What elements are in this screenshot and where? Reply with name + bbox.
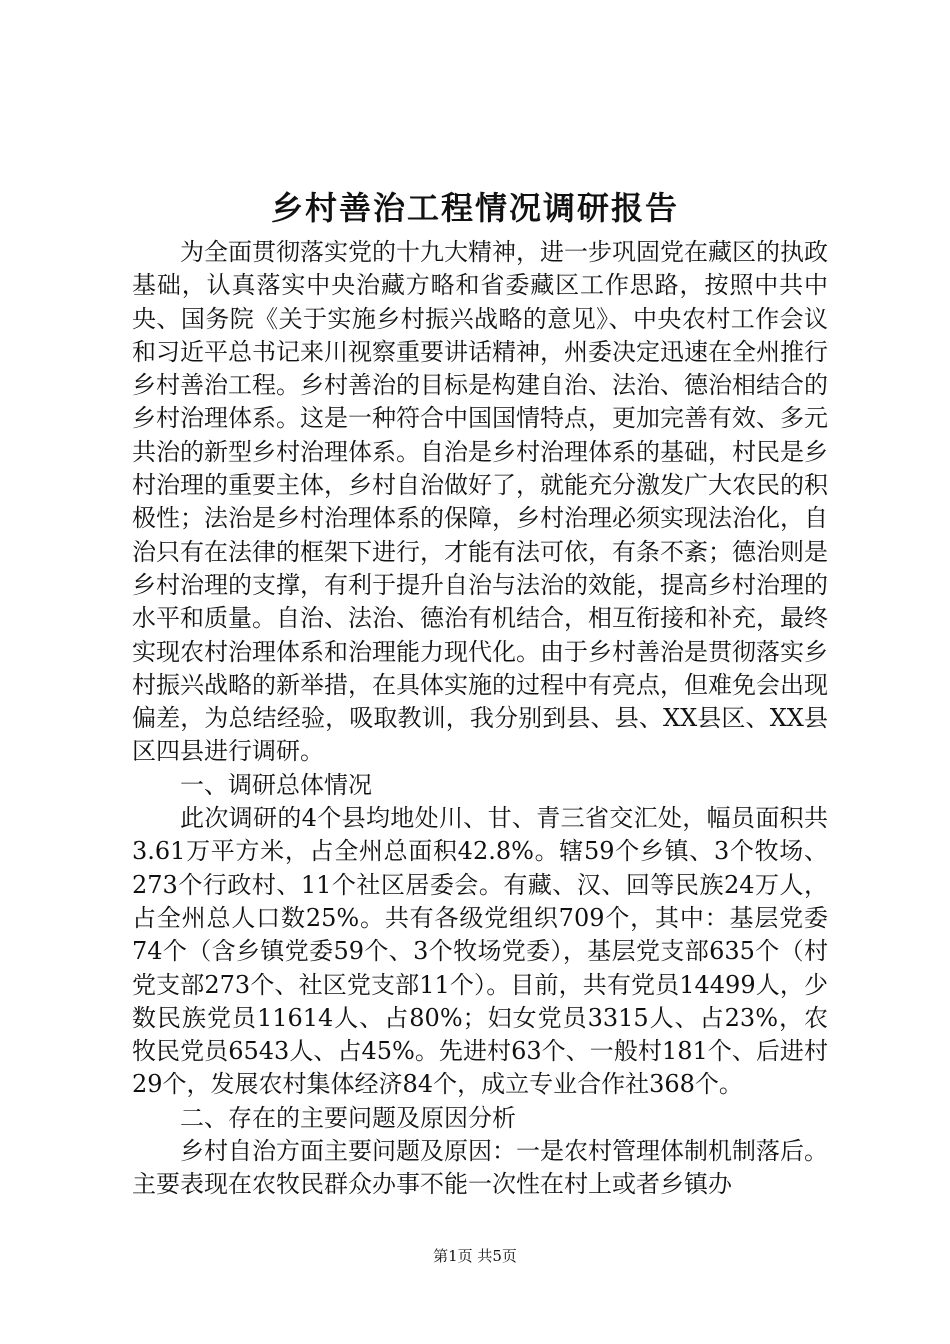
paragraph-problems: 乡村自治方面主要问题及原因：一是农村管理体制机制落后。主要表现在农牧民群众办事不能一次性在村上或者乡镇办 [132,1137,828,1199]
section-heading-1: 一、调研总体情况 [180,770,372,799]
document-body [132,236,828,1202]
paragraph-intro: 为全面贯彻落实党的十九大精神，进一步巩固党在藏区的执政基础，认真落实中央治藏方略和省委藏区工作思路，按照中共中央、国务院《关于实施乡村振兴战略的意见》、中央农村工作会议和习近平总书记来川视察重要讲话精神，州委决定迅速在全州推行乡村善治工程。乡村善治的目标是构建自治、法治、德治相结合的乡村治理体系。这是一种符合中国国情特点，更加完善有效、多元共治的新型乡村治理体系。自治是乡村治理体系的基础，村民是乡村治理的重要主体，乡村自治做好了，就能充分激发广大农民的积极性；法治是乡村治理体系的保障，乡村治理必须实现法治化，自治只有在法律的框架下进行，才能有法可依，有条不紊；德治则是乡村治理的支撑，有利于提升自治与法治的效能，提高乡村治理的水平和质量。自治、法治、德治有机结合，相互衔接和补充，最终实现农村治理体系和治理能力现代化。由于乡村善治是贯彻落实乡村振兴战略的新举措，在具体实施的过程中有亮点，但难免会出现偏差，为总结经验，吸取教训，我分别到县、县、XX县区、XX县区四县进行调研。 [132,238,828,766]
section-heading-2: 二、存在的主要问题及原因分析 [180,1103,516,1132]
document-title: 乡村善治工程情况调研报告 [270,189,679,227]
paragraph-overview: 此次调研的4个县均地处川、甘、青三省交汇处，幅员面积共3.61万平方米，占全州总面积42.8%。辖59个乡镇、3个牧场、273个行政村、11个社区居委会。有藏、汉、回等民族24万人，占全州总人口数25%。共有各级党组织709个，其中：基层党委74个（含乡镇党委59个、3个牧场党委），基层党支部635个（村党支部273个、社区党支部11个）。目前，共有党员14499人，少数民族党员11614人、占80%；妇女党员3315人、占23%，农牧民党员6543人、占45%。先进村63个、一般村181个、后进村29个，发展农村集体经济84个，成立专业合作社368个。 [132,804,828,1099]
page-footer: 第1页 共5页 [433,1247,517,1265]
